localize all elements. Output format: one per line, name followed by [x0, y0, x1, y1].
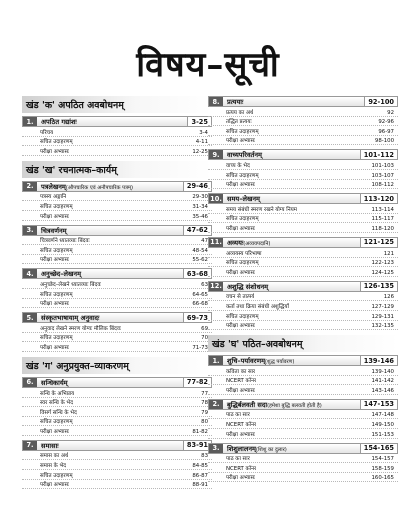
topic-name: परीक्षा अभ्यासः: [40, 428, 70, 435]
topic-pages: 29-30: [192, 194, 208, 201]
topic-pages: 77: [201, 390, 208, 397]
chapter-pages: 92-100: [364, 97, 397, 106]
topic-pages: 108-112: [371, 182, 394, 189]
topic-pages: 143-146: [371, 387, 394, 394]
topic-name: सचित उदाहरणम्: [226, 216, 259, 223]
topic-pages: 31-34: [192, 203, 208, 210]
topic-name: वचन से तात्पर्य: [226, 294, 255, 301]
topic-pages: 129-131: [371, 313, 394, 320]
topic-pages: 80: [201, 419, 208, 426]
topic-pages: 84-85: [192, 463, 208, 470]
topic-name: सचित उदाहरणम्: [40, 335, 73, 342]
toc-row: [22, 127, 212, 137]
chapter-block: [22, 440, 212, 489]
topic-name: सचित उदाहरणम्: [226, 128, 259, 135]
chapter-number: 2.: [23, 182, 37, 191]
toc-row: [22, 407, 212, 417]
topic-name: परिचय: [40, 129, 54, 136]
toc-row: [22, 137, 212, 147]
topic-name: NCERT कॉनर: [226, 465, 257, 472]
toc-row: [208, 454, 398, 464]
toc-row: [208, 258, 398, 268]
topic-pages: 151-153: [371, 431, 394, 438]
topic-pages: 113-114: [371, 206, 394, 213]
topic-pages: 66-68: [192, 301, 208, 308]
topic-name: पाठ का सार: [226, 412, 250, 419]
topic-name: परीक्षा अभ्यासः: [226, 225, 256, 232]
chapter-block: [22, 377, 212, 436]
topic-pages: 71-73: [192, 344, 208, 351]
topic-name: परीक्षा अभ्यासः: [226, 323, 256, 330]
topic-pages: 35-46: [192, 213, 208, 220]
chapter-header: [22, 181, 212, 192]
topic-pages: 47: [201, 238, 208, 245]
toc-row: [208, 117, 398, 127]
topic-pages: 78: [201, 400, 208, 407]
chapter-title: शिशुलालनम्(शिशु का दुलार): [227, 444, 287, 453]
topic-pages: 158-159: [371, 465, 394, 472]
topic-pages: 127-129: [371, 303, 394, 310]
chapter-block: [208, 355, 398, 395]
section-heading: खंड 'ख' रचनात्मक–कार्यम्: [22, 161, 212, 178]
toc-row: [208, 180, 398, 190]
topic-pages: 70: [201, 335, 208, 342]
toc-row: [208, 170, 398, 180]
chapter-title: समय–लेखनम्: [227, 195, 260, 204]
chapter-header: [208, 193, 398, 204]
topic-name: NCERT कॉनर: [226, 422, 257, 429]
chapter-title: सन्धिकार्यम्: [41, 378, 68, 387]
topic-pages: 115-117: [371, 216, 394, 223]
chapter-title: पत्रलेखनम्(औपचारिक एवं अनौपचारिक पत्रम्): [41, 182, 134, 191]
toc-row: [22, 451, 212, 461]
chapter-pages: 47-62: [183, 226, 211, 235]
chapter-header: [208, 281, 398, 292]
topic-pages: 92-96: [378, 119, 394, 126]
topic-pages: 12-25: [192, 148, 208, 155]
topic-pages: 98-100: [374, 138, 394, 145]
topic-pages: 64-65: [192, 291, 208, 298]
chapter-header: [208, 237, 398, 248]
section-heading: खंड 'घ' पठित–अवबोधनम्: [208, 335, 398, 352]
topic-pages: 124-125: [371, 269, 394, 276]
chapter-header: [22, 268, 212, 279]
topic-pages: 160-165: [371, 475, 394, 482]
chapter-block: [22, 312, 212, 352]
topic-name: परीक्षा अभ्यासः: [40, 213, 70, 220]
topic-name: कविता का सार: [226, 368, 256, 375]
chapter-header: [208, 355, 398, 366]
chapter-block: [22, 225, 212, 265]
topic-name: परीक्षा अभ्यासः: [40, 344, 70, 351]
toc-row: [22, 299, 212, 309]
topic-name: चित्रवर्णने ध्यातव्याः बिंदवः: [40, 238, 90, 245]
toc-row: [208, 311, 398, 321]
chapter-pages: 63-68: [183, 269, 211, 278]
chapter-number: 12.: [210, 282, 222, 291]
toc-row: [22, 255, 212, 265]
topic-name: सचित उदाहरणम्: [40, 472, 73, 479]
chapter-pages: 101-112: [360, 150, 397, 159]
toc-row: [22, 192, 212, 202]
chapter-number: 8.: [209, 97, 223, 106]
toc-row: [208, 301, 398, 311]
toc-row: [22, 289, 212, 299]
chapter-header: [208, 149, 398, 160]
section-heading: खंड 'ग' अनुप्रयुक्त–व्याकरणम्: [22, 357, 212, 374]
left-column: [22, 96, 212, 493]
toc-row: [208, 419, 398, 429]
topic-name: विसर्ग सन्धि के भेद: [40, 409, 77, 416]
topic-pages: 69: [201, 325, 208, 332]
toc-row: [208, 267, 398, 277]
topic-name: अव्ययस्य परिभाषा: [226, 250, 262, 257]
chapter-number: 3.: [209, 444, 223, 453]
chapter-block: [208, 237, 398, 277]
chapter-title: चित्रवर्णनम्: [41, 226, 67, 235]
chapter-pages: 3-25: [187, 117, 211, 126]
chapter-title: बुद्धिर्बलवती सदा(हमेशा बुद्धि बलवती होती है): [227, 400, 322, 409]
topic-name: सन्धि के अभिप्राय: [40, 390, 75, 397]
chapter-number: 10.: [210, 194, 222, 203]
toc-row: [208, 292, 398, 302]
toc-row: [22, 146, 212, 156]
chapter-block: [208, 149, 398, 189]
topic-name: अनुवाद लेखने स्मरण योग्यः मौलिक बिंदवः: [40, 325, 121, 332]
toc-row: [22, 388, 212, 398]
chapter-title: वाच्यपरिवर्तनम्: [227, 151, 262, 160]
chapter-pages: 83-91: [183, 441, 211, 450]
chapter-header: [22, 116, 212, 127]
topic-name: NCERT कॉनर: [226, 378, 257, 385]
topic-name: वाच्य के भेद: [226, 162, 250, 169]
chapter-title: अव्ययः(अव्ययपदानि): [227, 238, 271, 247]
chapter-title: अनुच्छेद–लेखनम्: [41, 270, 82, 279]
topic-pages: 96-97: [378, 128, 394, 135]
chapter-header: [208, 96, 398, 107]
topic-pages: 92: [387, 109, 394, 116]
chapter-subtitle: (अव्ययपदानि): [243, 240, 271, 247]
topic-name: पत्रस्य अङ्गानि: [40, 194, 67, 201]
chapter-title: अशुद्धि संशोधनम्: [227, 282, 269, 291]
chapter-block: [208, 193, 398, 233]
topic-pages: 118-120: [371, 225, 394, 232]
topic-name: परीक्षा अभ्यासः: [226, 475, 256, 482]
topic-pages: 3-4: [199, 129, 208, 136]
toc-row: [22, 342, 212, 352]
chapter-number: 9.: [209, 150, 223, 159]
topic-name: परीक्षा अभ्यासः: [226, 269, 256, 276]
chapter-subtitle: (शुद्ध पर्यावरण): [265, 359, 295, 366]
chapter-number: 1.: [23, 117, 37, 126]
chapter-pages: 69-73: [183, 313, 211, 322]
toc-row: [208, 429, 398, 439]
chapter-pages: 113-120: [360, 194, 397, 203]
chapter-number: 3.: [23, 226, 37, 235]
topic-name: स्वर सन्धि के भेद: [40, 400, 74, 407]
toc-row: [22, 480, 212, 490]
toc-row: [22, 236, 212, 246]
chapter-pages: 121-125: [360, 238, 397, 247]
chapter-title: प्रत्ययाः: [227, 98, 244, 106]
chapter-title: शुचि–पर्यावरणम्(शुद्ध पर्यावरण): [227, 357, 295, 366]
chapter-pages: 126-135: [360, 282, 397, 291]
right-column: [208, 96, 398, 486]
chapter-header: [22, 440, 212, 451]
toc-row: [22, 245, 212, 255]
chapter-pages: 77-82: [183, 378, 211, 387]
topic-name: सचित उदाहरणम्: [226, 313, 259, 320]
chapter-pages: 139-146: [360, 356, 397, 365]
chapter-subtitle: (औपचारिक एवं अनौपचारिक पत्रम्): [65, 184, 134, 191]
chapter-header: [208, 443, 398, 454]
topic-name: अनुच्छेद–लेखने ध्यातव्याः बिंदवः: [40, 281, 102, 288]
page-title: विषय–सूची: [136, 45, 280, 85]
toc-row: [22, 323, 212, 333]
topic-name: पाठ का सार: [226, 456, 250, 463]
toc-row: [208, 248, 398, 258]
topic-pages: 139-140: [371, 368, 394, 375]
toc-row: [208, 160, 398, 170]
topic-pages: 126: [383, 294, 394, 301]
toc-row: [22, 201, 212, 211]
chapter-header: [208, 399, 398, 410]
topic-pages: 121: [383, 250, 394, 257]
topic-pages: 55-62: [192, 257, 208, 264]
toc-row: [208, 376, 398, 386]
topic-name: प्रत्यय का अर्थ: [226, 109, 254, 116]
topic-pages: 63: [201, 281, 208, 288]
topic-name: सचित उदाहरणम्: [40, 247, 73, 254]
topic-name: परीक्षा अभ्यासः: [226, 138, 256, 145]
topic-name: सचित उदाहरणम्: [226, 260, 259, 267]
topic-name: सचित उदाहरणम्: [40, 203, 73, 210]
chapter-number: 1.: [209, 356, 223, 365]
topic-pages: 132-135: [371, 323, 394, 330]
toc-row: [208, 214, 398, 224]
chapter-header: [22, 377, 212, 388]
chapter-number: 4.: [23, 269, 37, 278]
chapter-header: [22, 225, 212, 236]
chapter-subtitle: (शिशु का दुलार): [255, 446, 287, 453]
toc-row: [208, 223, 398, 233]
topic-name: तद्धित प्रत्ययः: [226, 119, 252, 126]
toc-row: [22, 398, 212, 408]
toc-row: [208, 473, 398, 483]
toc-row: [208, 321, 398, 331]
topic-name: परीक्षा अभ्यासः: [40, 148, 70, 155]
topic-name: परीक्षा अभ्यासः: [40, 482, 70, 489]
toc-row: [208, 463, 398, 473]
toc-row: [208, 126, 398, 136]
topic-pages: 4-11: [195, 139, 208, 146]
toc-row: [208, 366, 398, 376]
chapter-title: संस्कृतभाषायाम् अनुवादः: [41, 314, 100, 323]
chapter-title: अपठित गद्यांशः: [41, 118, 77, 126]
topic-pages: 79: [201, 409, 208, 416]
chapter-number: 6.: [23, 378, 37, 387]
chapter-block: [208, 399, 398, 439]
topic-name: समास के भेद: [40, 463, 67, 470]
toc-row: [22, 333, 212, 343]
chapter-pages: 154-165: [360, 444, 397, 453]
toc-row: [22, 460, 212, 470]
chapter-pages: 147-153: [360, 400, 397, 409]
topic-pages: 83: [201, 453, 208, 460]
chapter-subtitle: (हमेशा बुद्धि बलवती होती है): [267, 402, 322, 409]
chapter-block: [22, 181, 212, 221]
topic-name: कर्ता तथा क्रिया संबंधी अशुद्धियाँ: [226, 303, 289, 310]
chapter-block: [22, 116, 212, 156]
toc-row: [208, 107, 398, 117]
toc-row: [208, 136, 398, 146]
toc-row: [22, 279, 212, 289]
topic-pages: 101-103: [371, 162, 394, 169]
topic-name: समास का अर्थ: [40, 453, 69, 460]
topic-name: समय संबंधी स्मरण रखने योग्य नियम: [226, 206, 297, 213]
chapter-block: [208, 281, 398, 330]
topic-name: सचित उदाहरणम्: [40, 139, 73, 146]
topic-name: परीक्षा अभ्यासः: [226, 387, 256, 394]
section-heading: खंड 'क' अपठित अवबोधनम्: [22, 96, 212, 113]
chapter-block: [208, 443, 398, 483]
toc-row: [22, 417, 212, 427]
topic-pages: 103-107: [371, 172, 394, 179]
chapter-number: 11.: [210, 238, 222, 247]
chapter-block: [22, 268, 212, 308]
chapter-pages: 29-46: [183, 182, 211, 191]
toc-row: [22, 211, 212, 221]
topic-pages: 122-123: [371, 260, 394, 267]
toc-row: [22, 426, 212, 436]
chapter-header: [22, 312, 212, 323]
topic-name: परीक्षा अभ्यासः: [226, 431, 256, 438]
toc-row: [22, 470, 212, 480]
chapter-title: समासाः: [41, 441, 59, 450]
toc-row: [208, 204, 398, 214]
chapter-number: 5.: [23, 313, 37, 322]
topic-pages: 81-82: [192, 428, 208, 435]
topic-pages: 48-54: [192, 247, 208, 254]
topic-pages: 154-157: [371, 456, 394, 463]
toc-row: [208, 410, 398, 420]
topic-name: सचित उदाहरणम्: [40, 419, 73, 426]
topic-name: सचित उदाहरणम्: [40, 291, 73, 298]
topic-pages: 88-91: [192, 482, 208, 489]
chapter-block: [208, 96, 398, 145]
topic-pages: 147-148: [371, 412, 394, 419]
topic-name: सचित उदाहरणम्: [226, 172, 259, 179]
topic-pages: 86-87: [192, 472, 208, 479]
topic-name: परीक्षा अभ्यासः: [226, 182, 256, 189]
topic-name: परीक्षा अभ्यासः: [40, 257, 70, 264]
toc-row: [208, 385, 398, 395]
chapter-number: 7.: [23, 441, 37, 450]
topic-name: परीक्षा अभ्यासः: [40, 301, 70, 308]
chapter-number: 2.: [209, 400, 223, 409]
topic-pages: 149-150: [371, 422, 394, 429]
topic-pages: 141-142: [371, 378, 394, 385]
